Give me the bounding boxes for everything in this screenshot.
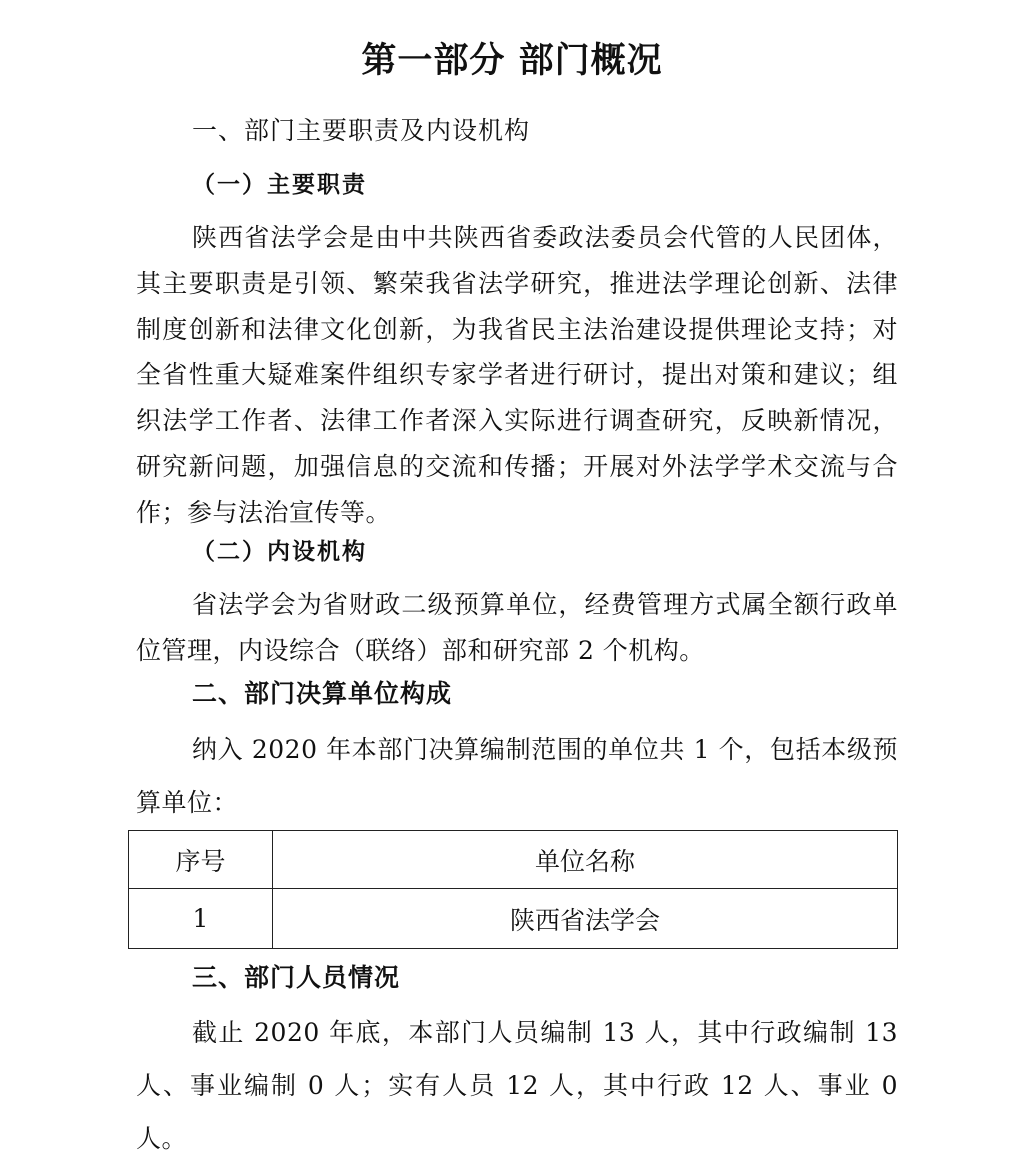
units-table [128,830,898,949]
header-unit-name: 单位名称 [273,831,898,889]
section-1-heading: 一、部门主要职责及内设机构 [192,116,531,145]
page-title: 第一部分 部门概况 [361,41,663,81]
staff-paragraph: 截止 2020 年底，本部门人员编制 13 人，其中行政编制 13 人、事业编制 0 人；实有人员 12 人，其中行政 12 人、事业 0 人。 [136,1018,898,1153]
table-header-row [129,831,898,889]
structure-paragraph: 省法学会为省财政二级预算单位，经费管理方式属全额行政单位管理，内设综合（联络）部和研究部 2 个机构。 [136,590,898,665]
section-1-2-heading: （二）内设机构 [192,539,367,565]
table-row [129,889,898,949]
header-serial: 序号 [129,831,273,889]
duties-paragraph: 陕西省法学会是由中共陕西省委政法委员会代管的人民团体，其主要职责是引领、繁荣我省法学研究，推进法学理论创新、法律制度创新和法律文化创新，为我省民主法治建设提供理论支持；对全省性重大疑难案件组织专家学者进行研讨，提出对策和建议；组织法学工作者、法律工作者深入实际进行调查研究，反映新情况，研究新问题，加强信息的交流和传播；开展对外法学学术交流与合作；参与法治宣传等。 [136,223,898,527]
section-2-heading: 二、部门决算单位构成 [192,679,453,708]
units-paragraph: 纳入 2020 年本部门决算编制范围的单位共 1 个，包括本级预算单位： [136,735,898,817]
section-1-1-heading: （一）主要职责 [192,172,367,198]
section-3-heading: 三、部门人员情况 [192,963,401,992]
cell-serial: 1 [129,889,273,949]
cell-unit-name: 陕西省法学会 [273,889,898,949]
